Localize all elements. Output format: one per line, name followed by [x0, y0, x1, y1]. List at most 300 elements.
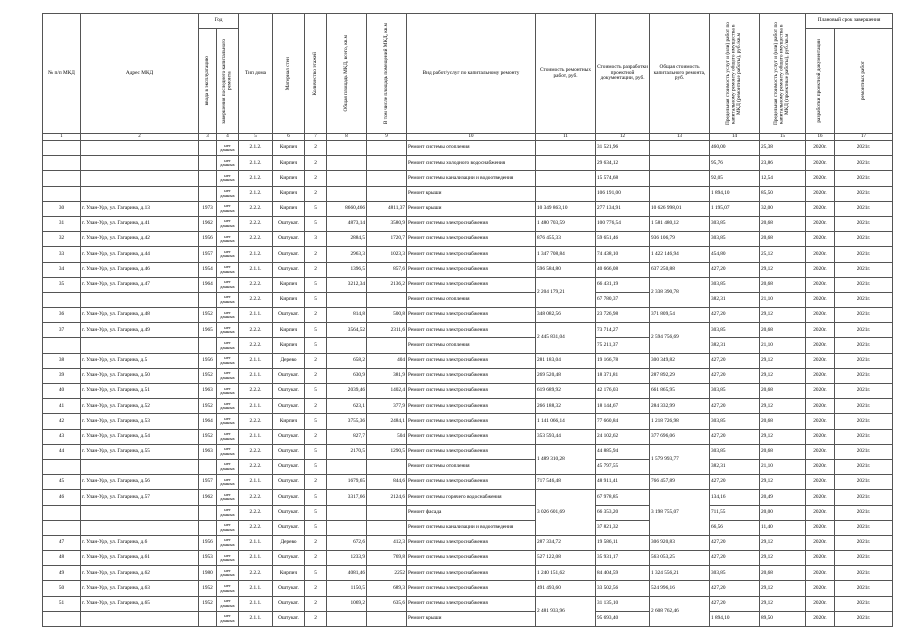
row-commission-year: 1952 — [199, 596, 217, 611]
row-plan-design: 2020г. — [806, 551, 835, 566]
row-house-type: 2.2.2. — [239, 566, 273, 581]
row-total-area: 827,7 — [327, 429, 367, 444]
row-plan-design: 2020г. — [806, 444, 835, 459]
row-limit-repair: 134,16 — [710, 490, 760, 505]
row-wall-material: Оштукат. — [273, 551, 305, 566]
row-plan-repair: 2021г. — [835, 171, 893, 186]
row-total-cost: 936 106,79 — [650, 232, 710, 247]
table-row — [43, 384, 893, 399]
row-house-type: 2.2.2. — [239, 323, 273, 338]
row-plan-repair: 2021г. — [835, 459, 893, 474]
row-commission-year: 1962 — [199, 216, 217, 231]
column-number: 12 — [596, 134, 650, 141]
row-last-repair: нет данных — [217, 247, 239, 262]
row-commission-year: 1954 — [199, 262, 217, 277]
row-limit-repair: 427,20 — [710, 551, 760, 566]
row-work-type: Ремонт системы электроснабжения — [407, 277, 536, 292]
row-plan-design: 2020г. — [806, 414, 835, 429]
row-limit-design: 21,10 — [760, 459, 806, 474]
row-total-cost: 1 324 556,21 — [650, 566, 710, 581]
row-design-cost: 45 797,55 — [596, 459, 650, 474]
row-total-cost: 284 332,99 — [650, 399, 710, 414]
row-plan-design: 2020г. — [806, 338, 835, 353]
row-work-type: Ремонт системы отопления — [407, 141, 536, 156]
row-total-cost: 524 996,16 — [650, 581, 710, 596]
row-address: г. Улан-Удэ, ул. Гагарина, д.13 — [81, 201, 199, 216]
row-plan-repair: 2021г. — [835, 353, 893, 368]
row-address: г. Улан-Удэ, ул. Гагарина, д.54 — [81, 429, 199, 444]
row-address — [81, 141, 199, 156]
row-commission-year: 1956 — [199, 535, 217, 550]
row-last-repair: нет данных — [217, 232, 239, 247]
row-total-cost: 2 338 390,78 — [650, 277, 710, 307]
row-total-cost — [650, 171, 710, 186]
row-last-repair: нет данных — [217, 308, 239, 323]
table-row — [43, 262, 893, 277]
row-premises-area: 2124,6 — [367, 490, 407, 505]
row-number: 45 — [43, 475, 81, 490]
row-house-type: 2.2.2. — [239, 384, 273, 399]
row-floors: 5 — [305, 201, 327, 216]
row-house-type: 2.2.2. — [239, 201, 273, 216]
row-limit-design: 29,12 — [760, 596, 806, 611]
row-repair-cost: 596 584,80 — [536, 262, 596, 277]
row-commission-year: 1952 — [199, 308, 217, 323]
row-work-type: Ремонт системы отопления — [407, 459, 536, 474]
row-design-cost: 77 660,84 — [596, 414, 650, 429]
row-limit-repair: 92,05 — [710, 171, 760, 186]
row-wall-material: Оштукат. — [273, 459, 305, 474]
row-design-cost: 31 521,96 — [596, 141, 650, 156]
row-premises-area: 635,6 — [367, 596, 407, 611]
row-last-repair: нет данных — [217, 581, 239, 596]
row-limit-repair: 427,20 — [710, 368, 760, 383]
row-number — [43, 520, 81, 535]
row-design-cost: 19 166,78 — [596, 353, 650, 368]
row-number: 31 — [43, 216, 81, 231]
row-design-cost: 15 574,68 — [596, 171, 650, 186]
row-work-type: Ремонт системы горячего водоснабжения — [407, 490, 536, 505]
row-house-type: 2.1.1. — [239, 308, 273, 323]
row-plan-repair: 2021г. — [835, 475, 893, 490]
row-plan-repair: 2021г. — [835, 596, 893, 611]
row-premises-area: 857,6 — [367, 262, 407, 277]
row-house-type: 2.2.2. — [239, 459, 273, 474]
row-plan-repair: 2021г. — [835, 292, 893, 307]
row-plan-repair: 2021г. — [835, 277, 893, 292]
column-number: 6 — [273, 134, 305, 141]
row-premises-area: 404 — [367, 353, 407, 368]
row-limit-design: 20,49 — [760, 490, 806, 505]
row-design-cost: 100 776,54 — [596, 216, 650, 231]
header-limit-repair: Предельная стоимость услуг и (или) работ по капитальному ремонту общего имущества в МКД (ремонтные работы), руб./кв.м — [710, 14, 760, 134]
row-total-cost: 371 809,54 — [650, 308, 710, 323]
row-limit-repair: 427,20 — [710, 429, 760, 444]
row-repair-cost: 269 520,48 — [536, 368, 596, 383]
table-row — [43, 353, 893, 368]
row-design-cost: 73 714,27 — [596, 323, 650, 338]
header-plan-group: Плановый срок завершения — [806, 14, 893, 29]
row-last-repair: нет данных — [217, 353, 239, 368]
header-plan-design: разработки проектной документации — [806, 29, 835, 134]
row-premises-area — [367, 459, 407, 474]
row-limit-design: 25,38 — [760, 141, 806, 156]
column-number: 8 — [327, 134, 367, 141]
row-limit-repair: 303,85 — [710, 232, 760, 247]
row-work-type: Ремонт системы электроснабжения — [407, 581, 536, 596]
row-floors: 5 — [305, 292, 327, 307]
row-wall-material: Кирпич — [273, 156, 305, 171]
row-work-type: Ремонт системы электроснабжения — [407, 414, 536, 429]
row-plan-repair: 2021г. — [835, 262, 893, 277]
row-total-area: 1679,65 — [327, 475, 367, 490]
row-floors: 5 — [305, 414, 327, 429]
row-commission-year: 1956 — [199, 353, 217, 368]
row-plan-design: 2020г. — [806, 247, 835, 262]
row-plan-design: 2020г. — [806, 186, 835, 201]
row-wall-material: Кирпич — [273, 323, 305, 338]
row-address: г. Улан-Удэ, ул. Гагарина, д.61 — [81, 551, 199, 566]
row-number: 40 — [43, 384, 81, 399]
row-wall-material: Оштукат. — [273, 247, 305, 262]
row-premises-area: 2484,1 — [367, 414, 407, 429]
row-address: г. Улан-Удэ, ул. Гагарина, д.47 — [81, 277, 199, 292]
row-limit-repair: 427,20 — [710, 596, 760, 611]
table-row — [43, 475, 893, 490]
row-floors: 5 — [305, 384, 327, 399]
row-address: г. Улан-Удэ, ул. Гагарина, д.41 — [81, 216, 199, 231]
row-premises-area: 4811,37 — [367, 201, 407, 216]
row-address: г. Улан-Удэ, ул. Гагарина, д.5 — [81, 353, 199, 368]
row-number — [43, 338, 81, 353]
row-repair-cost — [536, 186, 596, 201]
row-limit-repair: 1 894,10 — [710, 611, 760, 626]
row-limit-design: 29,12 — [760, 399, 806, 414]
row-commission-year: 1952 — [199, 368, 217, 383]
row-floors: 2 — [305, 262, 327, 277]
row-number: 36 — [43, 308, 81, 323]
row-total-cost: 661 865,95 — [650, 384, 710, 399]
row-work-type: Ремонт системы электроснабжения — [407, 444, 536, 459]
row-total-cost: 300 349,82 — [650, 353, 710, 368]
row-house-type: 2.1.1. — [239, 429, 273, 444]
column-number: 11 — [536, 134, 596, 141]
row-work-type: Ремонт крыши — [407, 201, 536, 216]
row-last-repair: нет данных — [217, 490, 239, 505]
row-commission-year — [199, 141, 217, 156]
row-floors: 5 — [305, 216, 327, 231]
row-floors: 3 — [305, 232, 327, 247]
row-repair-cost — [536, 171, 596, 186]
row-number: 48 — [43, 551, 81, 566]
row-total-area: 3317,66 — [327, 490, 367, 505]
row-wall-material: Оштукат. — [273, 262, 305, 277]
row-last-repair: нет данных — [217, 475, 239, 490]
row-wall-material: Оштукат. — [273, 596, 305, 611]
column-number: 7 — [305, 134, 327, 141]
row-plan-design: 2020г. — [806, 368, 835, 383]
row-plan-design: 2020г. — [806, 596, 835, 611]
row-commission-year: 1957 — [199, 475, 217, 490]
row-work-type: Ремонт системы электроснабжения — [407, 596, 536, 611]
row-commission-year — [199, 156, 217, 171]
row-last-repair: нет данных — [217, 368, 239, 383]
row-last-repair: нет данных — [217, 399, 239, 414]
row-number — [43, 459, 81, 474]
row-total-area: 4873,14 — [327, 216, 367, 231]
table-row — [43, 566, 893, 581]
row-floors: 2 — [305, 399, 327, 414]
row-limit-design: 29,12 — [760, 308, 806, 323]
row-address — [81, 171, 199, 186]
row-number: 47 — [43, 535, 81, 550]
row-plan-design: 2020г. — [806, 292, 835, 307]
table-row — [43, 399, 893, 414]
row-limit-design: 32,00 — [760, 201, 806, 216]
row-total-cost: 1 218 726,98 — [650, 414, 710, 429]
header-number: № п/п МКД — [43, 14, 81, 134]
row-commission-year: 1952 — [199, 399, 217, 414]
header-year-group: Год — [199, 14, 239, 29]
row-repair-cost: 2 204 179,21 — [536, 277, 596, 307]
table-row — [43, 535, 893, 550]
table-row — [43, 429, 893, 444]
row-house-type: 2.1.2. — [239, 141, 273, 156]
row-limit-repair: 427,20 — [710, 262, 760, 277]
row-plan-repair: 2021г. — [835, 141, 893, 156]
row-commission-year: 1973 — [199, 201, 217, 216]
table-row — [43, 338, 893, 353]
column-number: 2 — [81, 134, 199, 141]
table-row — [43, 459, 893, 474]
row-work-type: Ремонт системы канализации и водоотведения — [407, 171, 536, 186]
row-wall-material: Оштукат. — [273, 505, 305, 520]
row-limit-design: 20,68 — [760, 323, 806, 338]
row-floors: 2 — [305, 551, 327, 566]
row-wall-material: Дерево — [273, 535, 305, 550]
row-total-cost — [650, 141, 710, 156]
row-limit-design: 29,12 — [760, 535, 806, 550]
row-number — [43, 156, 81, 171]
column-number: 3 — [199, 134, 217, 141]
row-total-cost: 1 422 146,94 — [650, 247, 710, 262]
row-number: 37 — [43, 323, 81, 338]
row-limit-repair: 427,20 — [710, 353, 760, 368]
row-limit-design: 29,12 — [760, 475, 806, 490]
row-wall-material: Оштукат. — [273, 308, 305, 323]
table-row — [43, 186, 893, 201]
row-design-cost: 35 931,17 — [596, 551, 650, 566]
row-work-type: Ремонт крыши — [407, 186, 536, 201]
row-last-repair: нет данных — [217, 535, 239, 550]
table-row — [43, 520, 893, 535]
row-last-repair: нет данных — [217, 384, 239, 399]
row-plan-design: 2020г. — [806, 216, 835, 231]
row-house-type: 2.2.2. — [239, 444, 273, 459]
row-number: 35 — [43, 277, 81, 292]
row-number: 50 — [43, 581, 81, 596]
row-limit-design: 29,12 — [760, 262, 806, 277]
row-number: 38 — [43, 353, 81, 368]
row-design-cost: 106 191,00 — [596, 186, 650, 201]
row-premises-area — [367, 505, 407, 520]
row-plan-repair: 2021г. — [835, 338, 893, 353]
row-total-cost: 637 250,88 — [650, 262, 710, 277]
row-commission-year: 1962 — [199, 490, 217, 505]
row-premises-area: 412,3 — [367, 535, 407, 550]
table-row — [43, 292, 893, 307]
row-wall-material: Кирпич — [273, 414, 305, 429]
row-premises-area: 2311,6 — [367, 323, 407, 338]
row-house-type: 2.1.1. — [239, 596, 273, 611]
row-plan-repair: 2021г. — [835, 399, 893, 414]
row-limit-design: 12,54 — [760, 171, 806, 186]
row-limit-design: 29,12 — [760, 581, 806, 596]
row-wall-material: Кирпич — [273, 277, 305, 292]
row-plan-design: 2020г. — [806, 611, 835, 626]
row-repair-cost: 287 334,72 — [536, 535, 596, 550]
row-address: г. Улан-Удэ, ул. Гагарина, д.55 — [81, 444, 199, 459]
row-address: г. Улан-Удэ, ул. Гагарина, д.48 — [81, 308, 199, 323]
row-total-area: 658,2 — [327, 353, 367, 368]
row-total-area: 672,6 — [327, 535, 367, 550]
row-repair-cost: 348 082,56 — [536, 308, 596, 323]
row-premises-area — [367, 171, 407, 186]
row-design-cost: 66 431,19 — [596, 277, 650, 292]
row-limit-design: 20,00 — [760, 505, 806, 520]
row-address: г. Улан-Удэ, ул. Гагарина, д.62 — [81, 566, 199, 581]
row-limit-design: 29,12 — [760, 353, 806, 368]
row-house-type: 2.2.2. — [239, 292, 273, 307]
row-premises-area: 381,9 — [367, 368, 407, 383]
row-plan-design: 2020г. — [806, 308, 835, 323]
table-row — [43, 596, 893, 611]
row-work-type: Ремонт системы электроснабжения — [407, 399, 536, 414]
row-number: 33 — [43, 247, 81, 262]
row-last-repair: нет данных — [217, 216, 239, 231]
row-total-cost: 2 608 762,46 — [650, 596, 710, 626]
row-design-cost: 59 651,46 — [596, 232, 650, 247]
table-row — [43, 414, 893, 429]
header-commission-year: ввода в эксплуатацию — [199, 29, 217, 134]
row-floors: 2 — [305, 308, 327, 323]
row-design-cost: 75 211,37 — [596, 338, 650, 353]
header-premises-area: В том числе площадь помещений МКД, кв.м — [367, 14, 407, 134]
row-address: г. Улан-Удэ, ул. Гагарина, д.65 — [81, 596, 199, 611]
row-total-cost: 1 581 480,12 — [650, 216, 710, 231]
row-limit-design: 25,12 — [760, 247, 806, 262]
row-repair-cost: 1 240 151,62 — [536, 566, 596, 581]
row-limit-design: 20,68 — [760, 232, 806, 247]
row-commission-year: 1952 — [199, 429, 217, 444]
row-premises-area: 2252 — [367, 566, 407, 581]
row-house-type: 2.2.2. — [239, 520, 273, 535]
row-repair-cost: 1 141 066,14 — [536, 414, 596, 429]
row-wall-material: Оштукат. — [273, 490, 305, 505]
row-premises-area: 689,3 — [367, 581, 407, 596]
row-plan-design: 2020г. — [806, 232, 835, 247]
row-wall-material: Оштукат. — [273, 581, 305, 596]
row-plan-design: 2020г. — [806, 459, 835, 474]
row-design-cost: 33 502,56 — [596, 581, 650, 596]
row-number — [43, 505, 81, 520]
row-address — [81, 156, 199, 171]
row-limit-repair: 427,20 — [710, 475, 760, 490]
row-work-type: Ремонт крыши — [407, 611, 536, 626]
row-plan-design: 2020г. — [806, 201, 835, 216]
row-commission-year — [199, 520, 217, 535]
row-wall-material: Кирпич — [273, 201, 305, 216]
row-address — [81, 611, 199, 626]
row-plan-repair: 2021г. — [835, 490, 893, 505]
row-last-repair: нет данных — [217, 186, 239, 201]
row-house-type: 2.2.2. — [239, 505, 273, 520]
row-work-type: Ремонт системы электроснабжения — [407, 475, 536, 490]
row-premises-area: 769,8 — [367, 551, 407, 566]
row-last-repair: нет данных — [217, 323, 239, 338]
row-premises-area: 1720,7 — [367, 232, 407, 247]
row-last-repair: нет данных — [217, 551, 239, 566]
row-limit-repair: 303,85 — [710, 384, 760, 399]
row-plan-design: 2020г. — [806, 399, 835, 414]
row-wall-material: Оштукат. — [273, 399, 305, 414]
row-work-type: Ремонт системы электроснабжения — [407, 566, 536, 581]
row-house-type: 2.1.1. — [239, 581, 273, 596]
table-row — [43, 323, 893, 338]
column-number: 15 — [760, 134, 806, 141]
row-plan-repair: 2021г. — [835, 429, 893, 444]
row-house-type: 2.2.2. — [239, 216, 273, 231]
row-plan-repair: 2021г. — [835, 232, 893, 247]
row-repair-cost: 1 347 708,84 — [536, 247, 596, 262]
row-number: 39 — [43, 368, 81, 383]
row-limit-repair: 711,55 — [710, 505, 760, 520]
row-plan-repair: 2021г. — [835, 535, 893, 550]
row-commission-year — [199, 292, 217, 307]
row-plan-design: 2020г. — [806, 581, 835, 596]
row-house-type: 2.2.2. — [239, 277, 273, 292]
column-number: 4 — [217, 134, 239, 141]
row-commission-year — [199, 171, 217, 186]
row-floors: 5 — [305, 338, 327, 353]
row-premises-area: 1023,3 — [367, 247, 407, 262]
row-total-area: 3212,34 — [327, 277, 367, 292]
column-number: 9 — [367, 134, 407, 141]
row-limit-design: 20,68 — [760, 444, 806, 459]
row-plan-design: 2020г. — [806, 384, 835, 399]
row-wall-material: Кирпич — [273, 292, 305, 307]
row-address: г. Улан-Удэ, ул. Гагарина, д.53 — [81, 414, 199, 429]
row-total-area: 1233,9 — [327, 551, 367, 566]
row-floors: 2 — [305, 596, 327, 611]
row-limit-repair: 303,85 — [710, 216, 760, 231]
row-total-area — [327, 156, 367, 171]
header-wall-material: Материал стен — [273, 14, 305, 134]
row-plan-design: 2020г. — [806, 566, 835, 581]
row-limit-repair: 427,20 — [710, 535, 760, 550]
row-last-repair: нет данных — [217, 429, 239, 444]
row-plan-design: 2020г. — [806, 323, 835, 338]
row-limit-design: 11,40 — [760, 520, 806, 535]
row-limit-repair: 427,20 — [710, 399, 760, 414]
row-design-cost: 48 911,41 — [596, 475, 650, 490]
row-work-type: Ремонт системы электроснабжения — [407, 353, 536, 368]
row-address: г. Улан-Удэ, ул. Гагарина, д.63 — [81, 581, 199, 596]
row-commission-year — [199, 459, 217, 474]
row-total-area — [327, 171, 367, 186]
row-address: г. Улан-Удэ, ул. Гагарина, д.57 — [81, 490, 199, 505]
row-premises-area: 377,9 — [367, 399, 407, 414]
